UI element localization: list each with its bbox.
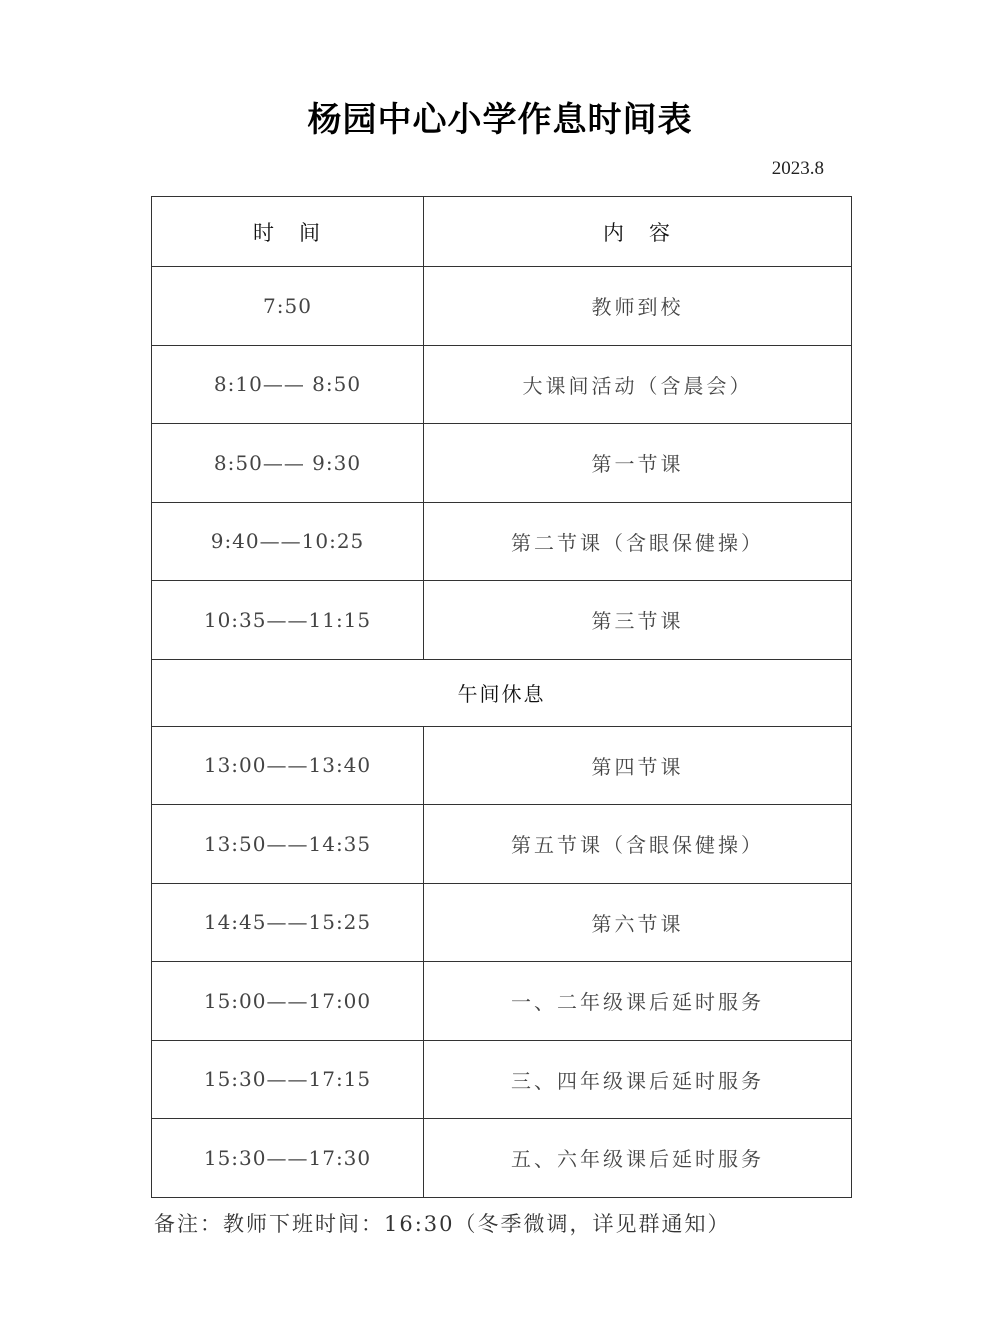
table-row bbox=[152, 883, 852, 962]
noon-break-cell: 午间休息 bbox=[152, 659, 852, 726]
content-cell: 第五节课（含眼保健操） bbox=[424, 805, 852, 884]
table-row bbox=[152, 805, 852, 884]
table-row bbox=[152, 1040, 852, 1119]
content-cell: 五、六年级课后延时服务 bbox=[424, 1119, 852, 1198]
header-content: 内 容 bbox=[424, 197, 852, 267]
table-row bbox=[152, 345, 852, 424]
time-cell: 14:45——15:25 bbox=[152, 883, 424, 962]
content-cell: 第一节课 bbox=[424, 424, 852, 503]
time-cell: 13:50——14:35 bbox=[152, 805, 424, 884]
table-row bbox=[152, 267, 852, 346]
page-title: 杨园中心小学作息时间表 bbox=[307, 100, 693, 140]
time-cell: 8:10—— 8:50 bbox=[152, 345, 424, 424]
content-cell: 大课间活动（含晨会） bbox=[424, 345, 852, 424]
time-cell: 8:50—— 9:30 bbox=[152, 424, 424, 503]
time-cell: 7:50 bbox=[152, 267, 424, 346]
time-cell: 13:00——13:40 bbox=[152, 726, 424, 805]
table-row bbox=[152, 726, 852, 805]
document-date: 2023.8 bbox=[771, 158, 824, 179]
time-cell: 15:30——17:15 bbox=[152, 1040, 424, 1119]
content-cell: 第六节课 bbox=[424, 883, 852, 962]
time-cell: 9:40——10:25 bbox=[152, 502, 424, 581]
content-cell: 第三节课 bbox=[424, 581, 852, 660]
schedule-table bbox=[151, 196, 852, 1198]
time-cell: 15:30——17:30 bbox=[152, 1119, 424, 1198]
content-cell: 一、二年级课后延时服务 bbox=[424, 962, 852, 1041]
content-cell: 第四节课 bbox=[424, 726, 852, 805]
table-header-row bbox=[152, 197, 852, 267]
table-row bbox=[152, 424, 852, 503]
table-row bbox=[152, 581, 852, 660]
time-cell: 15:00——17:00 bbox=[152, 962, 424, 1041]
content-cell: 三、四年级课后延时服务 bbox=[424, 1040, 852, 1119]
header-time: 时 间 bbox=[152, 197, 424, 267]
noon-break-row bbox=[152, 659, 852, 726]
time-cell: 10:35——11:15 bbox=[152, 581, 424, 660]
table-row bbox=[152, 502, 852, 581]
content-cell: 教师到校 bbox=[424, 267, 852, 346]
content-cell: 第二节课（含眼保健操） bbox=[424, 502, 852, 581]
table-row bbox=[152, 1119, 852, 1198]
footnote: 备注：教师下班时间：16:30（冬季微调，详见群通知） bbox=[154, 1212, 731, 1236]
table-row bbox=[152, 962, 852, 1041]
